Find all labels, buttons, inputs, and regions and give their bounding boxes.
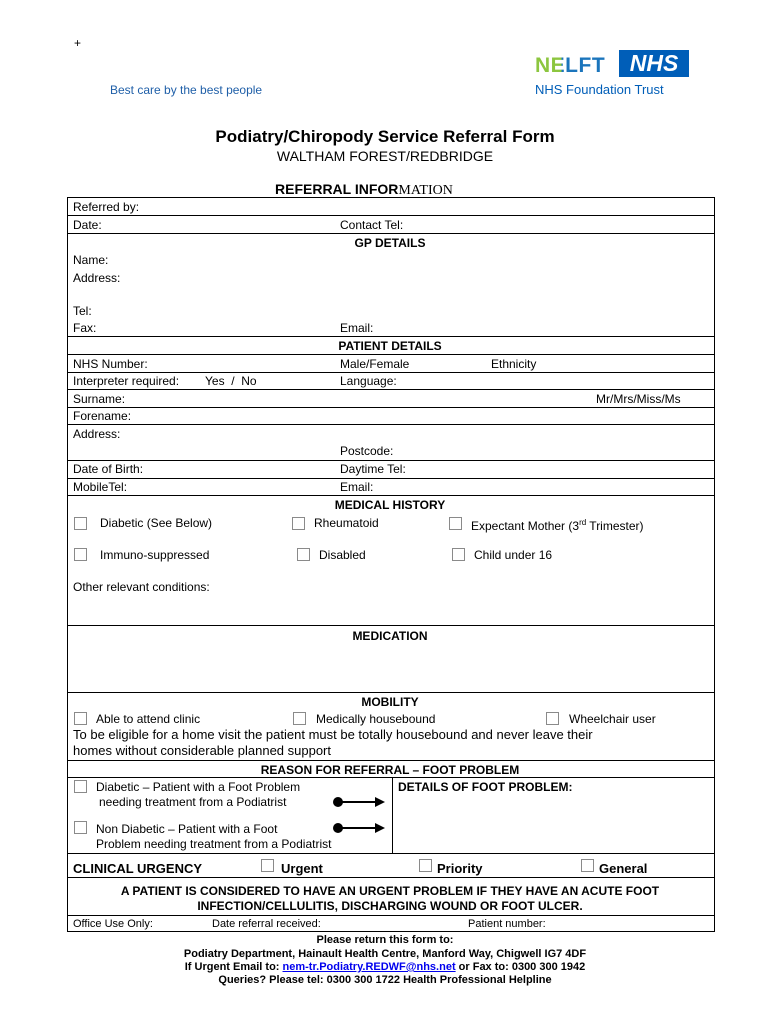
- urgent-notice-cont: INFECTION/CELLULITIS, DISCHARGING WOUND OR FOOT ULCER.: [197, 899, 583, 913]
- divider: [67, 777, 714, 778]
- non-diabetic-foot-label: Non Diabetic – Patient with a Foot: [96, 822, 278, 836]
- rheumatoid-checkbox[interactable]: [292, 517, 305, 530]
- divider: [67, 915, 714, 916]
- expectant-mother-text-end: Trimester): [586, 519, 644, 533]
- referral-email-link[interactable]: nem-tr.Podiatry.REDWF@nhs.net: [282, 961, 456, 973]
- divider: [67, 215, 714, 216]
- medical-history-heading: MEDICAL HISTORY: [334, 498, 446, 512]
- urgent-contact-prefix: If Urgent Email to:: [184, 961, 283, 973]
- housebound-checkbox[interactable]: [293, 712, 306, 725]
- expectant-mother-checkbox[interactable]: [449, 517, 462, 530]
- priority-checkbox[interactable]: [419, 859, 432, 872]
- diabetic-label: Diabetic (See Below): [100, 516, 213, 530]
- tagline: Best care by the best people: [110, 83, 263, 97]
- ethnicity-label: Ethnicity: [491, 357, 537, 371]
- wheelchair-label: Wheelchair user: [569, 712, 656, 726]
- postcode-label: Postcode:: [340, 444, 394, 458]
- medication-heading: MEDICATION: [352, 629, 428, 643]
- urgent-checkbox[interactable]: [261, 859, 274, 872]
- divider: [67, 460, 714, 461]
- reason-heading: REASON FOR REFERRAL – FOOT PROBLEM: [260, 763, 520, 777]
- gp-address-label: Address:: [73, 271, 121, 285]
- home-visit-note: To be eligible for a home visit the patient must be totally housebound and never leave their: [73, 727, 593, 742]
- gp-tel-label: Tel:: [73, 304, 92, 318]
- non-diabetic-foot-label-cont: Problem needing treatment from a Podiatrist: [96, 837, 332, 851]
- divider: [67, 407, 714, 408]
- urgent-label: Urgent: [281, 861, 323, 876]
- housebound-label: Medically housebound: [316, 712, 436, 726]
- disabled-label: Disabled: [319, 548, 366, 562]
- nelft-logo: [535, 54, 605, 78]
- rheumatoid-label: Rheumatoid: [314, 516, 379, 530]
- general-checkbox[interactable]: [581, 859, 594, 872]
- forename-label: Forename:: [73, 409, 132, 423]
- mobile-tel-label: MobileTel:: [73, 480, 128, 494]
- return-label: Please return this form to:: [316, 934, 454, 946]
- surname-label: Surname:: [73, 392, 126, 406]
- diabetic-foot-label: Diabetic – Patient with a Foot Problem: [96, 780, 301, 794]
- nhs-logo: NHS: [619, 50, 689, 77]
- non-diabetic-foot-checkbox[interactable]: [74, 821, 87, 834]
- form-title: Podiatry/Chiropody Service Referral Form: [215, 127, 555, 146]
- urgent-notice: A PATIENT IS CONSIDERED TO HAVE AN URGENT PROBLEM IF THEY HAVE AN ACUTE FOOT: [120, 884, 660, 898]
- contact-tel-label: Contact Tel:: [340, 218, 404, 232]
- divider: [67, 495, 714, 496]
- section-title-tail: MATION: [398, 183, 453, 198]
- dob-label: Date of Birth:: [73, 462, 144, 476]
- language-label: Language:: [340, 374, 397, 388]
- patient-details-heading: PATIENT DETAILS: [338, 339, 442, 353]
- date-received-label: Date referral received:: [212, 918, 321, 930]
- patient-email-label: Email:: [340, 480, 374, 494]
- divider: [67, 336, 714, 337]
- form-area: WALTHAM FOREST/REDBRIDGE: [276, 148, 494, 164]
- priority-label: Priority: [437, 861, 483, 876]
- divider: [67, 354, 714, 355]
- sex-label: Male/Female: [340, 357, 410, 371]
- divider: [67, 692, 714, 693]
- divider: [67, 853, 714, 854]
- gp-details-heading: GP DETAILS: [354, 236, 426, 250]
- interpreter-label: Interpreter required:: [73, 374, 180, 388]
- attend-clinic-checkbox[interactable]: [74, 712, 87, 725]
- wheelchair-checkbox[interactable]: [546, 712, 559, 725]
- home-visit-note-cont: homes without considerable planned support: [73, 743, 332, 758]
- immuno-label: Immuno-suppressed: [100, 548, 210, 562]
- patient-number-label: Patient number:: [468, 918, 546, 930]
- gp-email-label: Email:: [340, 321, 374, 335]
- gp-name-label: Name:: [73, 253, 109, 267]
- other-conditions-label: Other relevant conditions:: [73, 580, 210, 594]
- patient-address-label: Address:: [73, 427, 121, 441]
- child-label: Child under 16: [474, 548, 553, 562]
- referred-by-label: Referred by:: [73, 200, 140, 214]
- diabetic-checkbox[interactable]: [74, 517, 87, 530]
- queries-line: Queries? Please tel: 0300 300 1722 Health Professional Helpline: [218, 974, 552, 986]
- divider: [67, 478, 714, 479]
- general-label: General: [599, 861, 648, 876]
- divider: [67, 233, 714, 234]
- gp-fax-label: Fax:: [73, 321, 97, 335]
- daytime-tel-label: Daytime Tel:: [340, 462, 406, 476]
- diabetic-foot-label-cont: needing treatment from a Podiatrist: [99, 795, 287, 809]
- child-checkbox[interactable]: [452, 548, 465, 561]
- expectant-mother-superscript: rd: [579, 518, 587, 527]
- divider: [67, 424, 714, 425]
- attend-clinic-label: Able to attend clinic: [96, 712, 201, 726]
- urgent-contact: [0, 961, 770, 973]
- expectant-mother-text: Expectant Mother (3: [471, 519, 580, 533]
- clinical-urgency-label: CLINICAL URGENCY: [73, 861, 203, 876]
- office-use-label: Office Use Only:: [73, 918, 153, 930]
- disabled-checkbox[interactable]: [297, 548, 310, 561]
- foot-problem-details-label: DETAILS OF FOOT PROBLEM:: [398, 780, 573, 794]
- section-title-bold: REFERRAL INFOR: [275, 181, 399, 197]
- immuno-checkbox[interactable]: [74, 548, 87, 561]
- nhs-number-label: NHS Number:: [73, 357, 148, 371]
- plus-mark: +: [74, 36, 82, 50]
- nhs-foundation-trust: NHS Foundation Trust: [535, 82, 664, 97]
- expectant-mother-label: [471, 516, 644, 533]
- divider: [67, 389, 714, 390]
- divider: [392, 777, 393, 853]
- mobility-heading: MOBILITY: [361, 695, 419, 709]
- nelft-logo-text: NELFT: [535, 54, 606, 77]
- divider: [67, 372, 714, 373]
- non-diabetic-arrow-icon: [333, 822, 385, 834]
- diabetic-arrow-icon: [333, 796, 385, 808]
- fax-number: or Fax to: 0300 300 1942: [455, 961, 586, 973]
- divider: [67, 877, 714, 878]
- interpreter-options[interactable]: Yes / No: [205, 374, 257, 388]
- diabetic-foot-checkbox[interactable]: [74, 780, 87, 793]
- divider: [67, 760, 714, 761]
- date-label: Date:: [73, 218, 102, 232]
- return-address: Podiatry Department, Hainault Health Centre, Manford Way, Chigwell IG7 4DF: [183, 948, 587, 960]
- title-options[interactable]: Mr/Mrs/Miss/Ms: [596, 392, 681, 406]
- divider: [67, 625, 714, 626]
